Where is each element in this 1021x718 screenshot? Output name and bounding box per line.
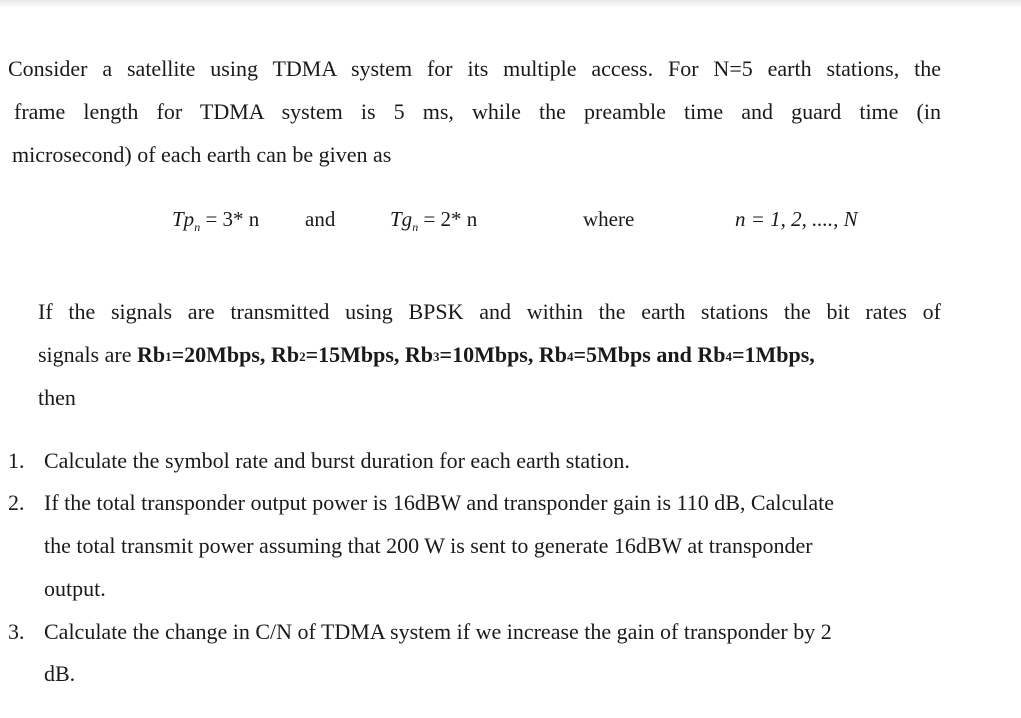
tg-symbol: Tg [390,207,413,231]
question-1-number: 1. [8,448,25,473]
question-2-line-3: output. [44,576,106,601]
question-2-line-2: the total transmit power assuming that 200 W is sent to generate 16dBW at transponder [44,533,813,558]
guard-time-equation [390,206,477,235]
question-2-number: 2. [8,490,25,515]
tp-rhs: = 3* n [205,207,260,231]
top-divider [0,0,1021,8]
bit-rate-4: Rb4=5Mbps [538,342,651,367]
question-3-line-1: Calculate the change in C/N of TDMA system if we increase the gain of transponder by 2 [44,619,832,644]
and-word-bold: and [656,342,692,367]
bit-rate-3: Rb3=10Mbps, [404,342,534,367]
tg-subscript: n [412,220,419,234]
signals-line-1: If the signals are transmitted using BPSK and within the earth stations the bit rates of [38,299,941,324]
bit-rate-5: Rb4=1Mbps, [697,342,815,367]
tg-rhs: = 2* n [423,207,478,231]
question-3-number: 3. [8,619,25,644]
preamble-time-equation [172,206,259,235]
intro-line-3: microsecond) of each earth can be given as [12,142,392,167]
question-3-line-2: dB. [44,661,76,686]
and-word: and [305,207,336,231]
bit-rate-1: Rb1=20Mbps, [136,342,266,367]
tp-symbol: Tp [172,207,195,231]
signals-prefix: signals are [38,342,132,367]
tp-subscript: n [194,220,201,234]
signals-line-2 [38,342,815,371]
signals-line-3: then [38,385,76,410]
intro-line-2: frame length for TDMA system is 5 ms, while the preamble time and guard time (in [14,99,941,124]
question-1-line-1: Calculate the symbol rate and burst duration for each earth station. [44,448,630,473]
intro-line-1: Consider a satellite using TDMA system for its multiple access. For N=5 earth stations, the [8,56,941,81]
index-range: n = 1, 2, ...., N [735,207,858,231]
where-word: where [583,207,635,231]
bit-rate-2: Rb2=15Mbps, [270,342,400,367]
question-2-line-1: If the total transponder output power is 16dBW and transponder gain is 110 dB, Calculate [44,490,835,515]
